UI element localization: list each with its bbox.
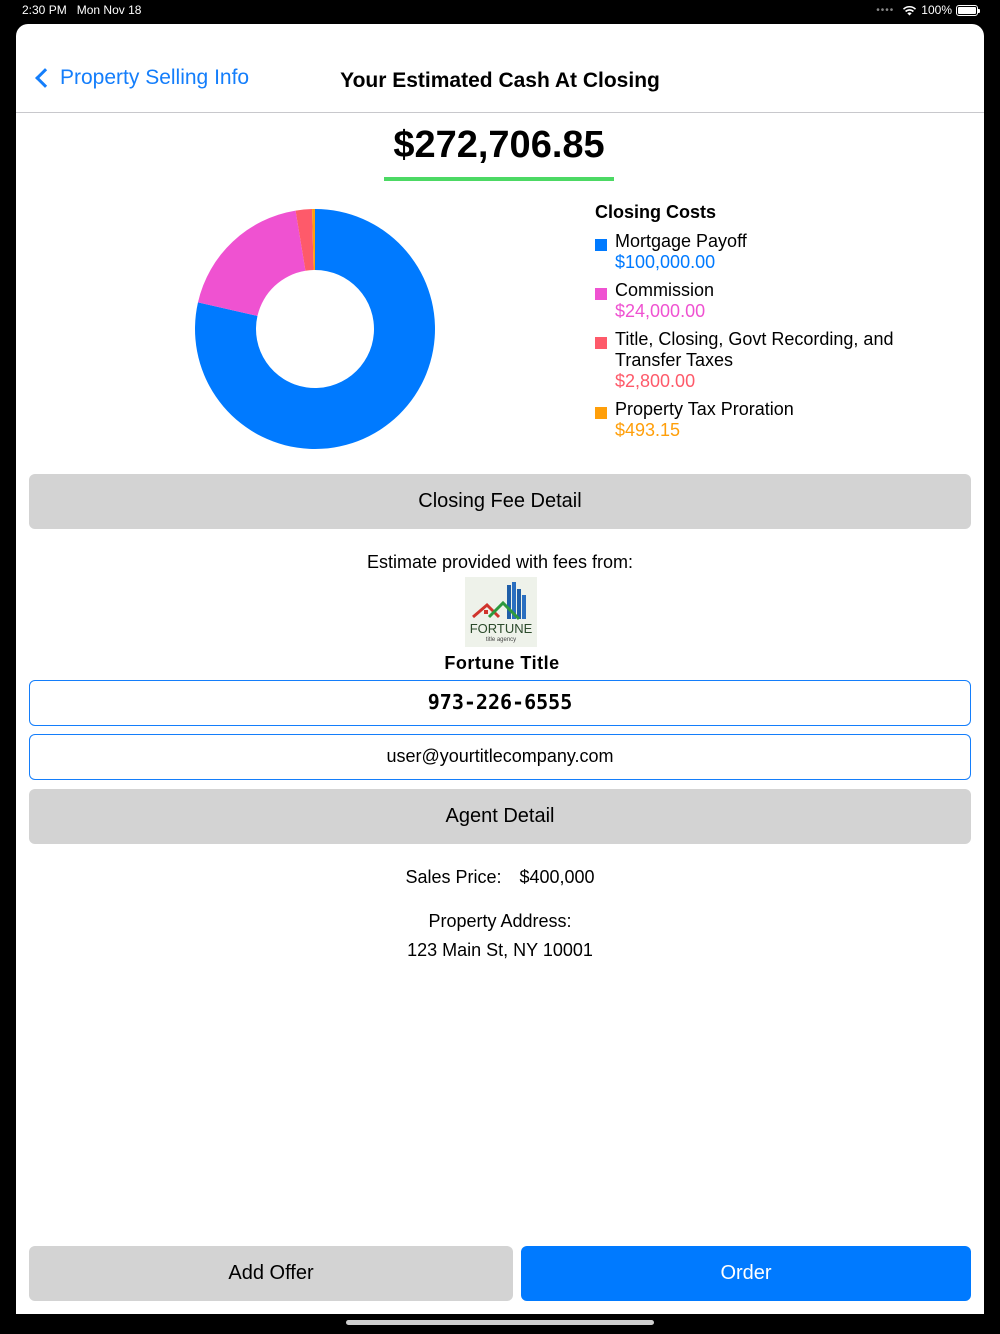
- multitasking-dots-icon: ••••: [876, 4, 895, 16]
- property-address-value: 123 Main St, NY 10001: [407, 940, 593, 960]
- legend-value: $493.15: [615, 420, 681, 440]
- legend-label: Property Tax Proration: [615, 399, 794, 419]
- sales-price-row: [16, 867, 984, 888]
- legend-value: $24,000.00: [615, 301, 706, 321]
- estimated-cash-amount: $272,706.85: [393, 124, 605, 166]
- fortune-title-logo: [465, 577, 537, 647]
- property-address-label: Property Address:: [428, 911, 572, 931]
- legend-item: [595, 231, 955, 273]
- sales-price-label: Sales Price:: [405, 867, 502, 887]
- legend-title: Closing Costs: [595, 202, 717, 222]
- add-offer-button[interactable]: Add Offer: [29, 1246, 513, 1301]
- logo-subtext: title agency: [485, 637, 517, 643]
- status-indicators: [876, 3, 978, 17]
- page-title: Your Estimated Cash At Closing: [340, 69, 660, 92]
- legend-swatch: [595, 288, 607, 300]
- legend-item: [595, 280, 955, 322]
- legend-value: $2,800.00: [615, 371, 696, 391]
- chart-legend: [595, 202, 955, 448]
- status-bar: [0, 0, 1000, 24]
- legend-swatch: [595, 407, 607, 419]
- closing-fee-detail-button[interactable]: Closing Fee Detail: [29, 474, 971, 529]
- estimate-provider-label: Estimate provided with fees from:: [366, 552, 634, 572]
- amount-underline: [384, 177, 614, 181]
- legend-item: [595, 399, 955, 441]
- legend-label: Mortgage Payoff: [615, 231, 747, 251]
- battery-percent: 100%: [921, 3, 952, 17]
- donut-slice-2: [198, 211, 305, 316]
- company-name: Fortune Title: [444, 653, 560, 673]
- wifi-icon: [902, 5, 917, 16]
- legend-label: Title, Closing, Govt Recording, and Transfer Taxes: [615, 329, 894, 370]
- phone-field[interactable]: 973-226-6555: [29, 680, 971, 726]
- status-time-date: 2:30 PM Mon Nov 18: [22, 3, 142, 17]
- agent-detail-button[interactable]: Agent Detail: [29, 789, 971, 844]
- legend-label: Commission: [615, 280, 715, 300]
- navigation-bar: [16, 24, 984, 113]
- legend-swatch: [595, 337, 607, 349]
- battery-icon: [956, 5, 978, 16]
- logo-text: FORTUNE: [469, 621, 533, 636]
- legend-swatch: [595, 239, 607, 251]
- order-button[interactable]: Order: [521, 1246, 971, 1301]
- legend-value: $100,000.00: [615, 252, 716, 272]
- email-field[interactable]: user@yourtitlecompany.com: [29, 734, 971, 780]
- modal-sheet: [16, 24, 984, 1314]
- closing-costs-donut-chart: [190, 204, 440, 454]
- sales-price-value: $400,000: [519, 867, 595, 887]
- legend-item: [595, 329, 955, 392]
- home-indicator[interactable]: [346, 1320, 654, 1325]
- back-button-label: Property Selling Info: [60, 66, 250, 89]
